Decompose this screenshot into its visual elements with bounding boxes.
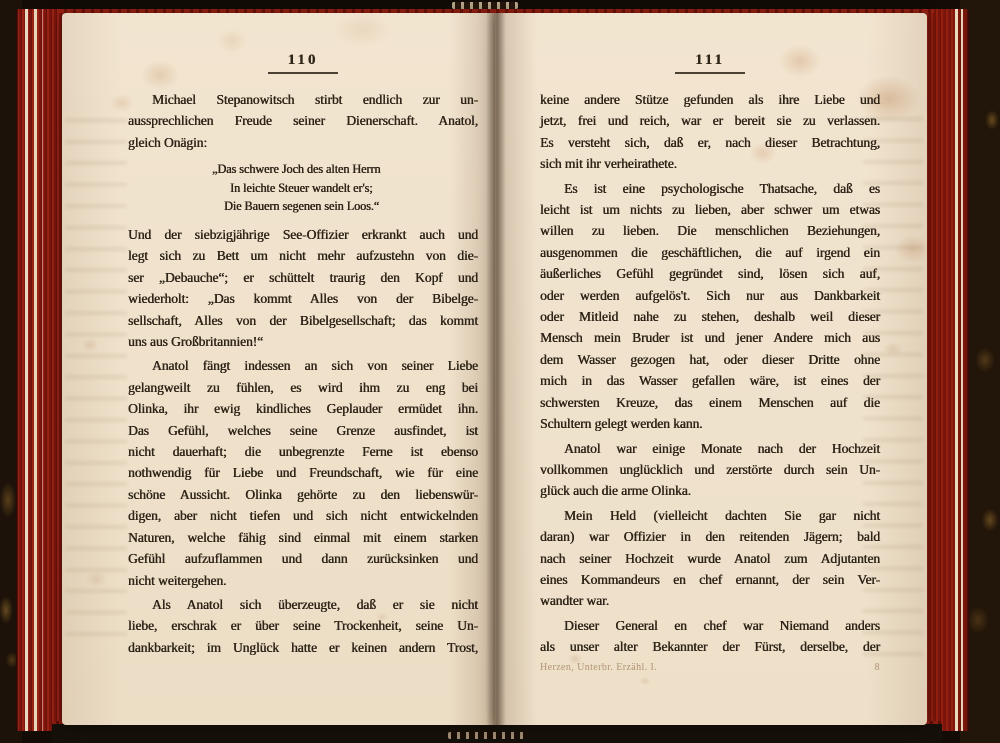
text-block-left [128, 89, 478, 658]
text-line: Schultern gelegt werden kann. [540, 416, 703, 432]
verse-block [212, 160, 478, 216]
text-line: äußerliches Gefühl gegründet sind, lösen sich auf, [540, 266, 880, 282]
text-line: wandter war. [540, 593, 610, 609]
text-line: Und der siebzigjährige See-Offizier erkrankt auch und [128, 227, 478, 242]
text-line: „Das schwere Joch des alten Herrn [212, 162, 381, 177]
text-line: Es versteht sich, daß er, nach dieser Betrachtung, [540, 134, 880, 150]
text-line: Als Anatol sich überzeugte, daß er sie nicht [152, 596, 478, 612]
paragraph [540, 178, 880, 435]
page-header [128, 13, 478, 74]
text-line: dankbarkeit; im Unglück hatte er keinen andern Trost, [128, 639, 478, 655]
text-line: oder werden aufgelös't. Sich nur aus Dankbarkeit [540, 287, 880, 303]
text-line: vollkommen unglücklich und zerstörte durch sein Un- [540, 461, 880, 477]
text-line: nach seiner Hochzeit wurde Anatol zum Adjutanten [540, 550, 880, 566]
text-line: sich mit ihr verheirathete. [540, 156, 677, 172]
fore-edge-right [925, 9, 969, 731]
text-line: mich in das Wasser gefallen wäre, ist eines der [540, 373, 880, 389]
text-line: Es ist eine psychologische Thatsache, daß es [564, 180, 880, 196]
printer-signature: Herzen, Unterbr. Erzähl. I. [540, 662, 658, 673]
sheet-mark: 8 [874, 662, 880, 673]
page-right [495, 13, 927, 725]
page-footer [540, 662, 927, 673]
text-line: nicht dauerhaft; die unbegrenzte Ferne ist ebenso [128, 444, 478, 460]
page-left [62, 13, 495, 725]
text-line: willen zu lieben. Die menschlichen Beziehungen, [540, 223, 880, 239]
text-line: gleich Onägin: [128, 134, 208, 150]
paragraph [540, 505, 880, 612]
text-line: uns aus Großbritannien!“ [128, 334, 264, 350]
text-line: glück auch die arme Olinka. [540, 483, 691, 499]
text-line: Die Bauern segenen sein Loos.“ [224, 199, 380, 214]
text-line: legt sich zu Bett um nicht mehr aufzustehn von die- [128, 248, 478, 264]
text-line: wiederholt: „Das kommt Alles von der Bibelge- [128, 291, 478, 307]
text-line: eines Kommandeurs en chef ernannt, der sein Ver- [540, 571, 880, 587]
text-line: sellschaft, Alles von der Bibelgesellschaft; das kommt [128, 312, 478, 328]
text-line: digen, aber nicht tiefen und sich nicht entwickelnden [128, 508, 478, 524]
paragraph [540, 615, 880, 658]
text-line: aussprechlichen Freude seiner Dienerschaft. Anatol, [128, 113, 478, 129]
text-line: oder Mitleid nahe zu stehen, deshalb weil dieser [540, 309, 880, 325]
text-line: Mensch mein Bruder ist und jener Andere mich aus [540, 330, 880, 346]
text-line: schöne Aussicht. Olinka gehörte zu den liebenswür- [128, 486, 478, 502]
fore-edge-left [16, 9, 64, 731]
page-number: 111 [675, 52, 745, 74]
text-line: gelangweilt zu fühlen, es wird ihm zu eng bei [128, 379, 478, 395]
text-line: Anatol war einige Monate nach der Hochzeit [564, 440, 880, 456]
text-line: Dieser General en chef war Niemand anders [564, 617, 880, 633]
text-line: jetzt, frei und reich, war er bereit sie zu verlassen. [540, 113, 880, 129]
paragraph [540, 89, 880, 175]
text-line: Das Gefühl, welches seine Grenze ausfindet, ist [128, 422, 478, 438]
text-line: leicht ist um nichts zu lieben, aber schwer um etwas [540, 202, 880, 218]
text-line: Naturen, welche fähig sind einmal mit einem starken [128, 529, 478, 545]
text-line: Gefühl aufzuflammen und dann zurücksinken und [128, 551, 478, 567]
text-line: Anatol fängt indessen an sich von seiner Liebe [152, 358, 478, 374]
binding-stitches-top [452, 2, 518, 9]
text-line: liebe, erschrak er über seine Trockenheit, seine Un- [128, 618, 478, 634]
text-line: als unser alter Bekannter der Fürst, derselbe, der [540, 639, 880, 655]
text-line: keine andere Stütze gefunden als ihre Liebe und [540, 92, 880, 107]
text-line: Olinka, ihr ewig kindliches Geplauder ermüdet ihn. [128, 401, 478, 417]
show-through-texture [65, 109, 127, 649]
text-line: nicht weitergehen. [128, 572, 227, 588]
text-line: daran) war Offizier in den reitenden Jägern; bald [540, 529, 880, 545]
text-line: In leichte Steuer wandelt er's; [230, 180, 373, 195]
paragraph [540, 438, 880, 502]
page-header [540, 13, 880, 74]
binding-stitches-bottom [448, 732, 528, 739]
text-line: ser „Debauche“; er schüttelt traurig den Kopf und [128, 269, 478, 285]
paragraph [128, 89, 478, 153]
paragraph [128, 355, 478, 590]
paragraph [128, 594, 478, 658]
text-line: Mein Held (vielleicht dachten Sie gar nicht [564, 507, 880, 523]
text-block-right [540, 89, 880, 658]
text-line: Michael Stepanowitsch stirbt endlich zur un- [152, 92, 478, 107]
text-line: schwersten Kreuze, das einem Menschen auf die [540, 394, 880, 410]
text-line: ausgenommen die geschäftlichen, die auf irgend ein [540, 244, 880, 260]
text-line: nothwendig für Liebe und Freundschaft, wie für eine [128, 465, 478, 481]
text-line: dem Wasser gezogen hat, oder dieser Dritte ohne [540, 351, 880, 367]
page-number: 110 [268, 52, 339, 74]
paragraph [128, 224, 478, 352]
